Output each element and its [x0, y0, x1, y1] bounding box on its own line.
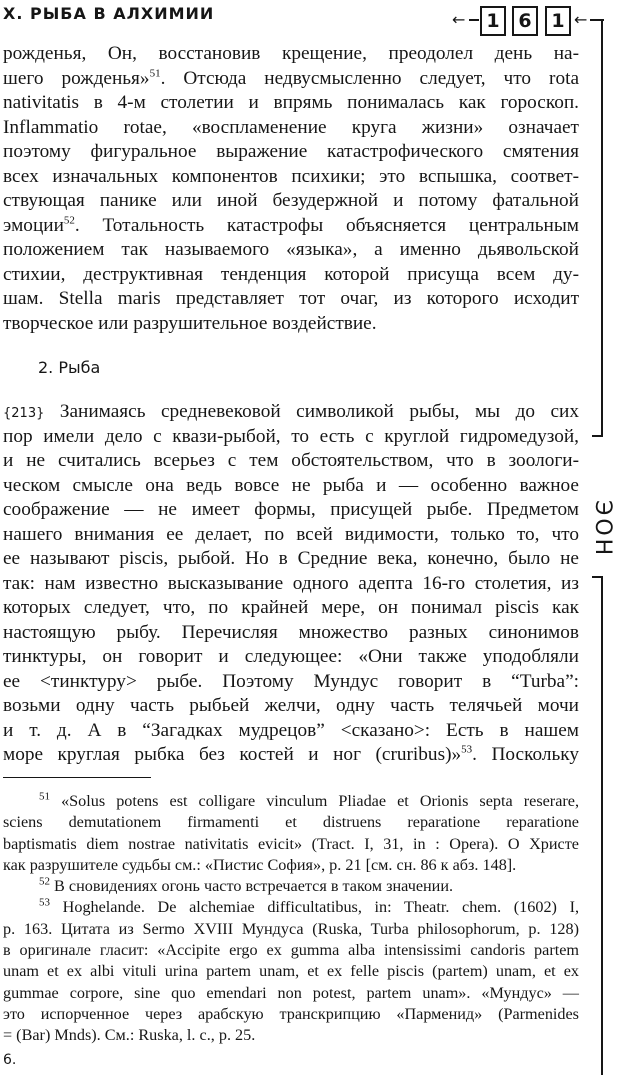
- text-line: ее <тинктуру> рыбе. Поэтому Мундус говорит в “Turba”:: [3, 670, 579, 692]
- text-line: nativitatis в 4-м столетии и впрямь понималась как гороскоп.: [3, 92, 579, 113]
- text-line: {213} Занимаясь средневековой символикой рыбы, мы до сих: [3, 401, 579, 422]
- text-line: тинктуры, он говорит и следующее: «Они также уподобляли: [3, 646, 579, 667]
- footnote-number: 53: [39, 897, 50, 910]
- text-line: так: нам известно высказывание одного адепта 16-го столетия, из: [3, 572, 579, 594]
- text-line: нашего внимания ее делает, по всей видимости, только то, что: [3, 523, 579, 545]
- side-section-label: ЭОН: [590, 500, 615, 559]
- text-line: поэтому фигуральное выражение катастрофического смятения: [3, 141, 579, 162]
- section-heading: 2. Рыба: [38, 358, 101, 377]
- text-line: и не считались всерьез с тем обстоятельством, что в зоологи-: [3, 450, 579, 471]
- footnote-line: p. 163. Цитата из Sermo XVIII Мундуса (Ruska, Turba philosophorum, p. 128): [3, 919, 579, 938]
- footnote-ref[interactable]: 52: [63, 214, 75, 227]
- footnote-line: sciens demutationem firmamenti et distruens reparatione reparatione: [3, 813, 579, 832]
- header-rule-left: [469, 19, 479, 21]
- text-line: творческое или разрушительное воздействие.: [3, 312, 377, 334]
- text-line: которых следует, что, по крайней мере, он понимал piscis как: [3, 597, 579, 618]
- margin-rule-top: [601, 19, 603, 435]
- text-line: ее называют piscis, рыбой. Но в Средние века, конечно, было не: [3, 548, 579, 569]
- footnote-divider: [3, 777, 151, 778]
- footnote-line: gummae corpore, sine quo emendari non potest, partem unam». «Мундус» —: [3, 983, 579, 1002]
- page-number-digit-3: 1: [545, 6, 571, 36]
- margin-rule-bottom: [601, 576, 603, 1075]
- running-title: Х. РЫБА В АЛХИМИИ: [3, 4, 215, 23]
- text-line: ческом смысле она ведь вовсе не рыба и — особенно важное: [3, 474, 579, 496]
- text-line: Inflammatio rotae, «воспламенение круга жизни» означает: [3, 116, 579, 138]
- body-paragraph-1: [3, 42, 579, 336]
- footnote-line: это испорченное через арабскую транскрипцию «Парменид» (Parmenides: [3, 1004, 579, 1023]
- right-arrow-icon: ←: [574, 10, 588, 29]
- body-paragraph-2: [3, 400, 579, 768]
- page-number-digit-2: 6: [512, 6, 538, 36]
- footnote-line: $^{51}$ «Solus potens est colligare vinculum Pliadae et Orionis septa reserare,: [39, 790, 580, 810]
- footnote-line: = (Bar) Mnds). См.: Ruska, l. c., p. 25.: [3, 1026, 256, 1045]
- footnote-line: unam et ex albi vituli urina partem unam, et ex felle piscis (partem) unam, et ex: [3, 962, 579, 981]
- footnotes-block: [3, 791, 579, 1047]
- left-arrow-icon: ←: [452, 10, 466, 29]
- text-line: положением так называемого «языка», а именно дьявольской: [3, 239, 579, 260]
- margin-tick-top: [592, 435, 603, 437]
- footnote-line: $^{53}$ Hoghelande. De alchemiae difficultatibus, in: Theatr. chem. (1602) I,: [39, 897, 580, 917]
- footnote-line: в оригинале гласит: «Accipite ergo ex gumma alba intensissimi candoris partem: [3, 941, 579, 960]
- text-line: соображение — не имеет формы, присущей рыбе. Предметом: [3, 499, 579, 520]
- page-number-digit-1: 1: [480, 6, 506, 36]
- footnote-line: как разрушителе судьбы см.: «Пистис София», p. 21 [см. сн. 86 к абз. 148].: [3, 855, 517, 874]
- text-line: возьми одну часть рыбьей желчи, одну часть телячьей мочи: [3, 695, 579, 716]
- text-line: море круглая рыбка без костей и ног (cruribus)»$^{53}$. Поскольку: [3, 743, 579, 765]
- footnote-line: baptismatis diem nostrae nativitatis evicit» (Tract. I, 31, in : Opera). О Христе: [3, 834, 579, 853]
- text-line: шего рожденья»$^{51}$. Отсюда недвусмысленно следует, что rota: [3, 67, 580, 89]
- text-line: ствующая панике или иной безудержной и потому фатальной: [3, 190, 579, 211]
- text-line: рожденья, Он, восстановив крещение, преодолел день на-: [3, 43, 579, 64]
- footnote-ref[interactable]: 53: [461, 743, 473, 756]
- footnote-line: $^{52}$ В сновидениях огонь часто встречается в таком значении.: [39, 875, 454, 896]
- text-line: настоящую рыбу. Перечисляя множество разных синонимов: [3, 621, 579, 643]
- text-line: всех изначальных компонентов психики; это вспышка, соответ-: [3, 165, 579, 187]
- text-line: пор имели дело с квази-рыбой, то есть с круглой гидромедузой,: [3, 425, 579, 447]
- footnote-number: 51: [39, 790, 50, 803]
- footnote-ref[interactable]: 51: [149, 67, 161, 80]
- text-line: и т. д. А в “Загадках мудрецов” <сказано>: Есть в нашем: [3, 719, 579, 741]
- text-line: стихии, деструктивная тенденция которой присуща всем ду-: [3, 263, 579, 285]
- text-line: шам. Stella maris представляет тот очаг, из которого исходит: [3, 288, 579, 309]
- text-line: эмоции$^{52}$. Тотальность катастрофы объясняется центральным: [3, 214, 579, 236]
- page-footer-mark: 6.: [3, 1052, 17, 1068]
- footnote-number: 52: [39, 875, 50, 888]
- paragraph-number: {213}: [3, 406, 45, 421]
